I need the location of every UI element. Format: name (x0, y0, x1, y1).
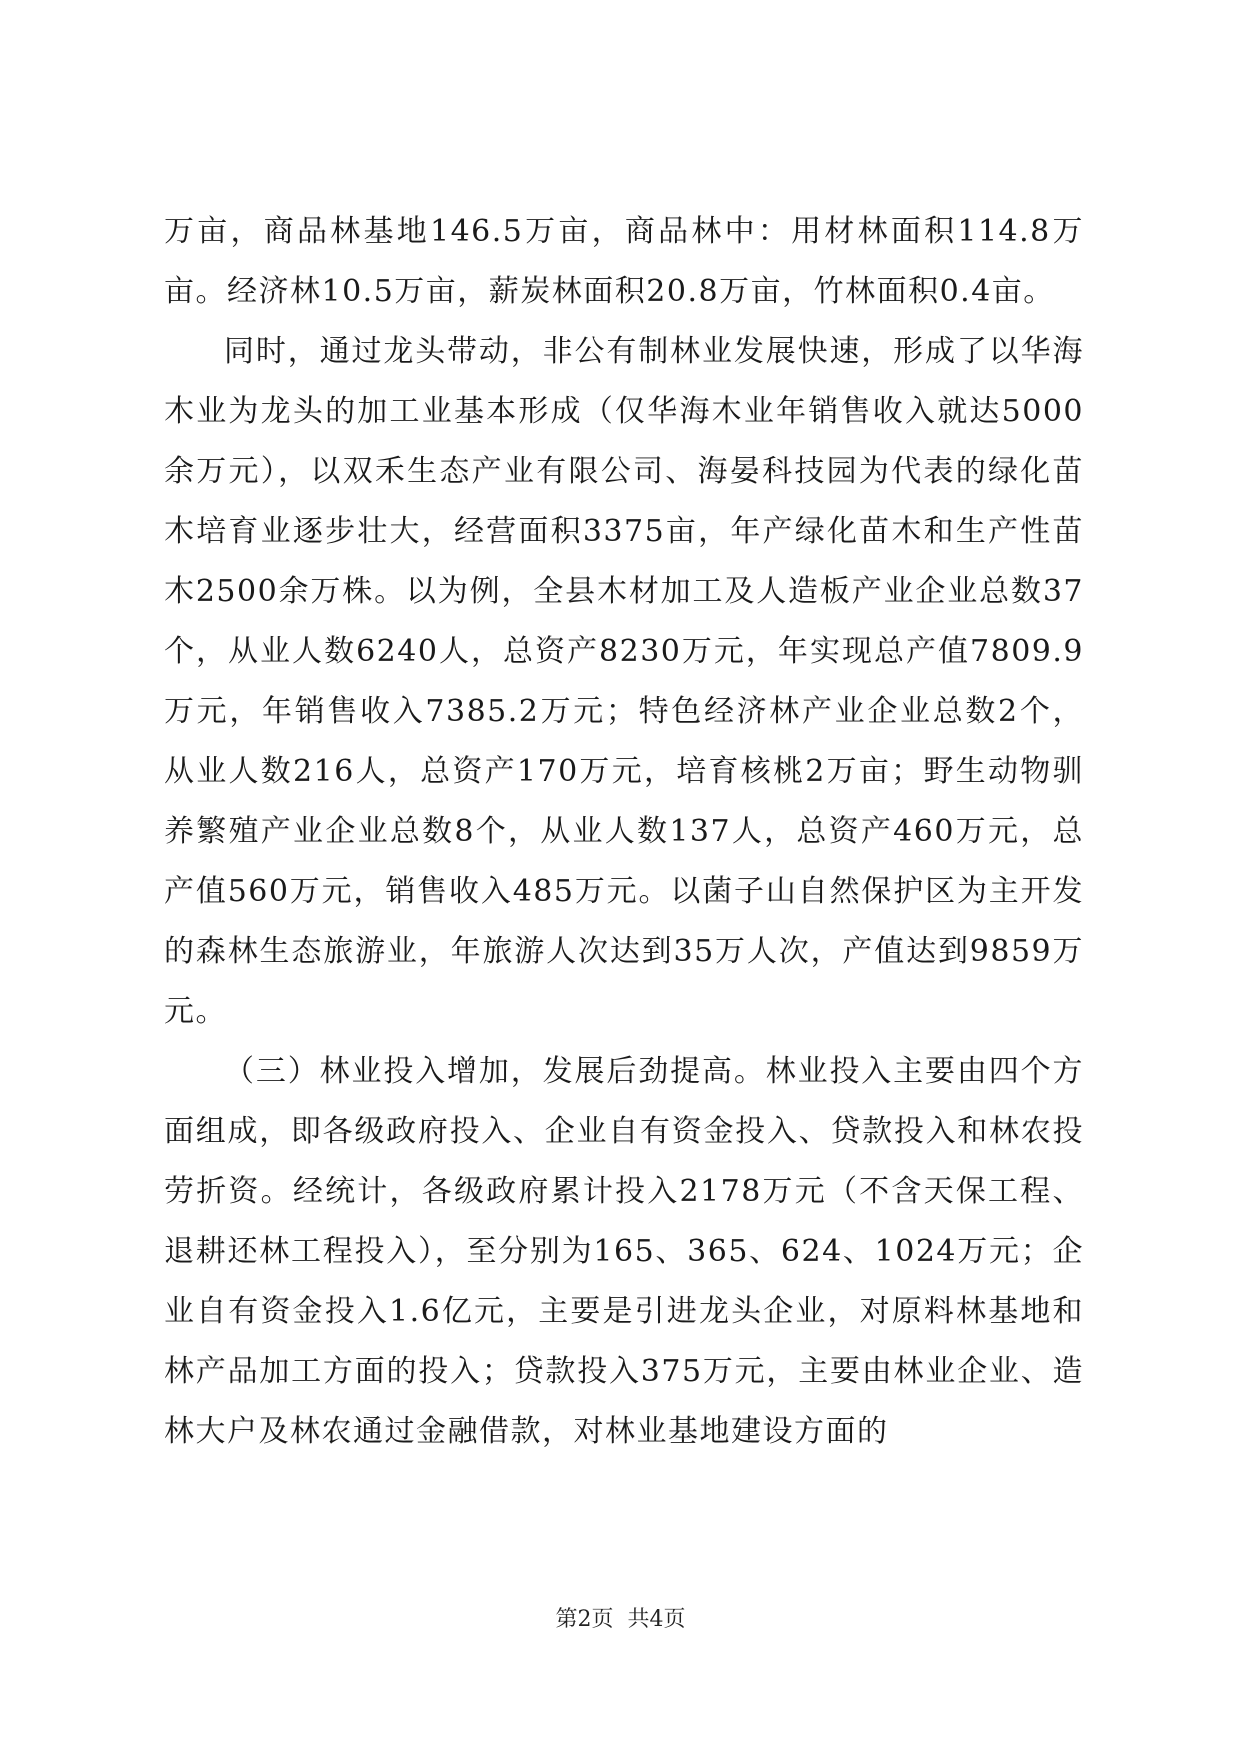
page-footer (0, 1605, 1241, 1635)
paragraph-nonpublic-forestry: 同时，通过龙头带动，非公有制林业发展快速，形成了以华海木业为龙头的加工业基本形成（仅华海木业年销售收入就达5000余万元），以双禾生态产业有限公司、海晏科技园为代表的绿化苗木培育业逐步壮大，经营面积3375亩，年产绿化苗木和生产性苗木2500余万株。以为例，全县木材加工及人造板产业企业总数37个，从业人数6240人，总资产8230万元，年实现总产值7809.9万元，年销售收入7385.2万元；特色经济林产业企业总数2个，从业人数216人，总资产170万元，培育核桃2万亩；野生动物驯养繁殖产业企业总数8个，从业人数137人，总资产460万元，总产值560万元，销售收入485万元。以菌子山自然保护区为主开发的森林生态旅游业，年旅游人次达到35万人次，产值达到9859万元。 (164, 334, 1084, 1029)
page-number: 第2页 (555, 1607, 614, 1632)
page-total: 共4页 (627, 1607, 686, 1632)
paragraph-continuation: 万亩，商品林基地146.5万亩，商品林中：用材林面积114.8万亩。经济林10.5万亩，薪炭林面积20.8万亩，竹林面积0.4亩。 (164, 214, 1084, 309)
paragraph-forestry-investment: （三）林业投入增加，发展后劲提高。林业投入主要由四个方面组成，即各级政府投入、企业自有资金投入、贷款投入和林农投劳折资。经统计，各级政府累计投入2178万元（不含天保工程、退耕还林工程投入），至分别为165、365、624、1024万元；企业自有资金投入1.6亿元，主要是引进龙头企业，对原料林基地和林产品加工方面的投入；贷款投入375万元，主要由林业企业、造林大户及林农通过金融借款，对林业基地建设方面的 (164, 1054, 1084, 1449)
document-body (164, 202, 1084, 1462)
